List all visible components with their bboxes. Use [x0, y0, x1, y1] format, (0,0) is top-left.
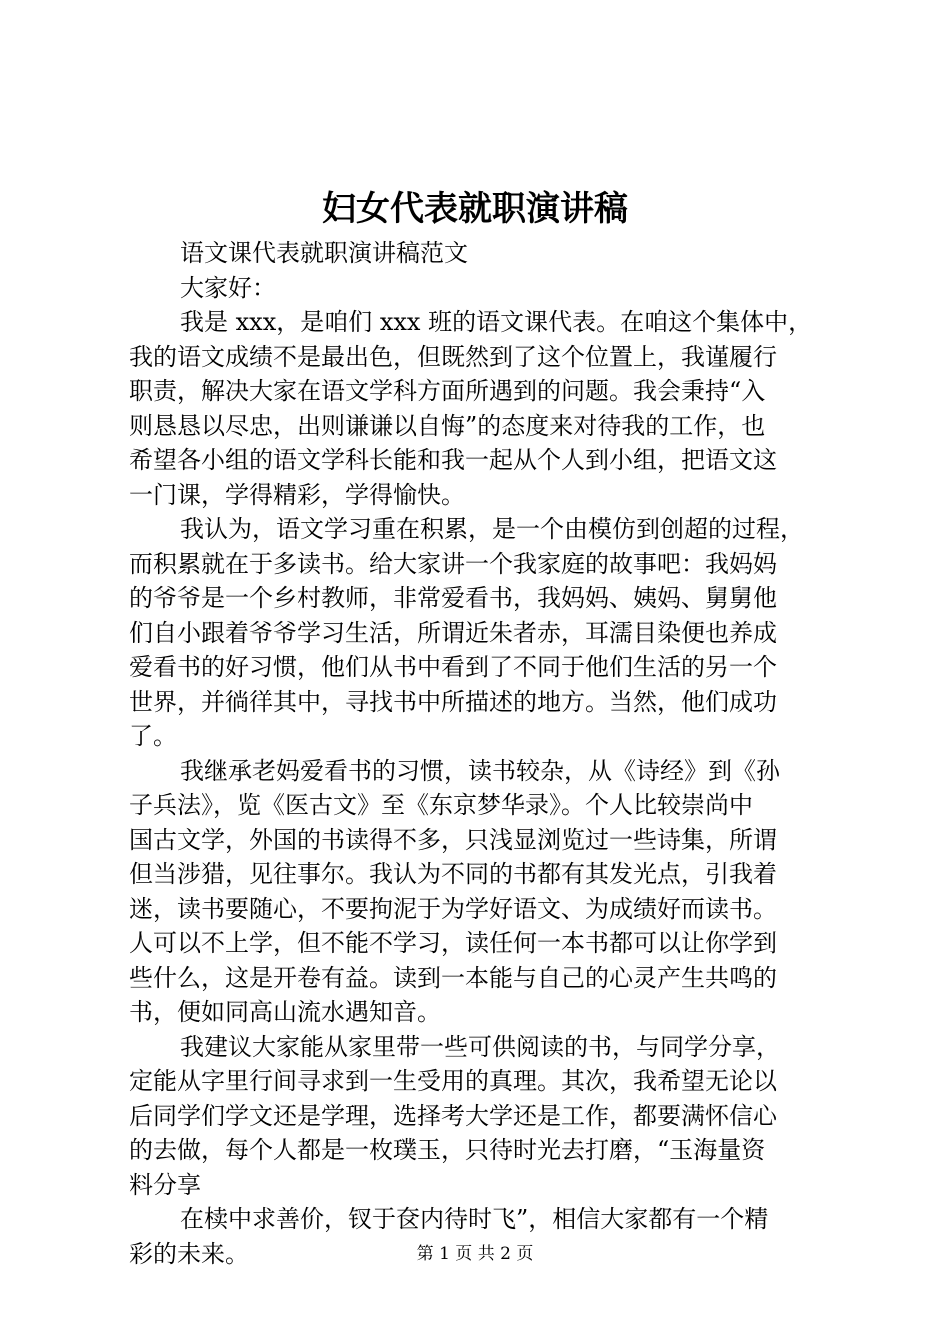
paragraph-line: 而积累就在于多读书。给大家讲一个我家庭的故事吧：我妈妈: [129, 549, 777, 578]
paragraph-line: 的爷爷是一个乡村教师，非常爱看书，我妈妈、姨妈、舅舅他: [129, 584, 777, 612]
paragraph-line: 定能从字里行间寻求到一生受用的真理。其次，我希望无论以: [129, 1067, 777, 1095]
paragraph-line: 我继承老妈爱看书的习惯，读书较杂，从《诗经》到《孙: [180, 756, 780, 785]
paragraph-line: 书，便如同高山流水遇知音。: [129, 998, 441, 1026]
paragraph-line: 则恳恳以尽忠，出则谦谦以自悔”的态度来对待我的工作，也: [129, 411, 766, 440]
paragraph-line: 希望各小组的语文学科长能和我一起从个人到小组，把语文这: [129, 446, 777, 474]
paragraph-line: 人可以不上学，但不能不学习，读任何一本书都可以让你学到: [129, 929, 777, 957]
paragraph-line: 世界，并徜徉其中，寻找书中所描述的地方。当然，他们成功: [129, 687, 777, 716]
paragraph-line: 后同学们学文还是学理，选择考大学还是工作，都要满怀信心: [129, 1101, 777, 1130]
paragraph-line: 职责，解决大家在语文学科方面所遇到的问题。我会秉持“入: [129, 377, 766, 405]
document-title: 妇女代表就职演讲稿: [322, 189, 628, 229]
paragraph-line: 国古文学，外国的书读得不多，只浅显浏览过一些诗集，所谓: [129, 825, 777, 854]
paragraph-line: 我认为，语文学习重在积累，是一个由模仿到创超的过程，: [180, 515, 804, 543]
paragraph-line: 子兵法》，览《医古文》至《东京梦华录》。个人比较崇尚中: [129, 791, 753, 819]
page-footer: 第 1 页 共 2 页: [416, 1244, 534, 1264]
paragraph-line: 些什么，这是开卷有益。读到一本能与自己的心灵产生共鸣的: [129, 963, 777, 992]
paragraph-line: 我是 xxx，是咱们 xxx 班的语文课代表。在咱这个集体中，: [180, 308, 813, 336]
paragraph-line: 了。: [129, 722, 177, 750]
paragraph-line: 彩的未来。: [129, 1239, 249, 1268]
paragraph-line: 我建议大家能从家里带一些可供阅读的书，与同学分享，: [180, 1032, 780, 1061]
paragraph-line: 我的语文成绩不是最出色，但既然到了这个位置上，我谨履行: [129, 342, 777, 371]
paragraph-line: 在椟中求善价，钗于奁内待时飞”，相信大家都有一个精: [180, 1205, 769, 1233]
greeting-line: 大家好：: [180, 273, 276, 302]
paragraph-line: 迷，读书要随心，不要拘泥于为学好语文、为成绩好而读书。: [129, 894, 777, 923]
paragraph-line: 一门课，学得精彩，学得愉快。: [129, 480, 465, 509]
paragraph-line: 爱看书的好习惯，他们从书中看到了不同于他们生活的另一个: [129, 653, 777, 681]
paragraph-line: 的去做，每个人都是一枚璞玉，只待时光去打磨，“玉海量资: [129, 1136, 766, 1164]
document-body: [129, 236, 834, 1271]
subtitle-line: 语文课代表就职演讲稿范文: [180, 239, 468, 267]
paragraph-line: 但当涉猎，见往事尔。我认为不同的书都有其发光点，引我着: [129, 860, 777, 888]
paragraph-line: 们自小跟着爷爷学习生活，所谓近朱者赤，耳濡目染便也养成: [129, 618, 777, 647]
paragraph-line: 料分享: [129, 1170, 201, 1199]
